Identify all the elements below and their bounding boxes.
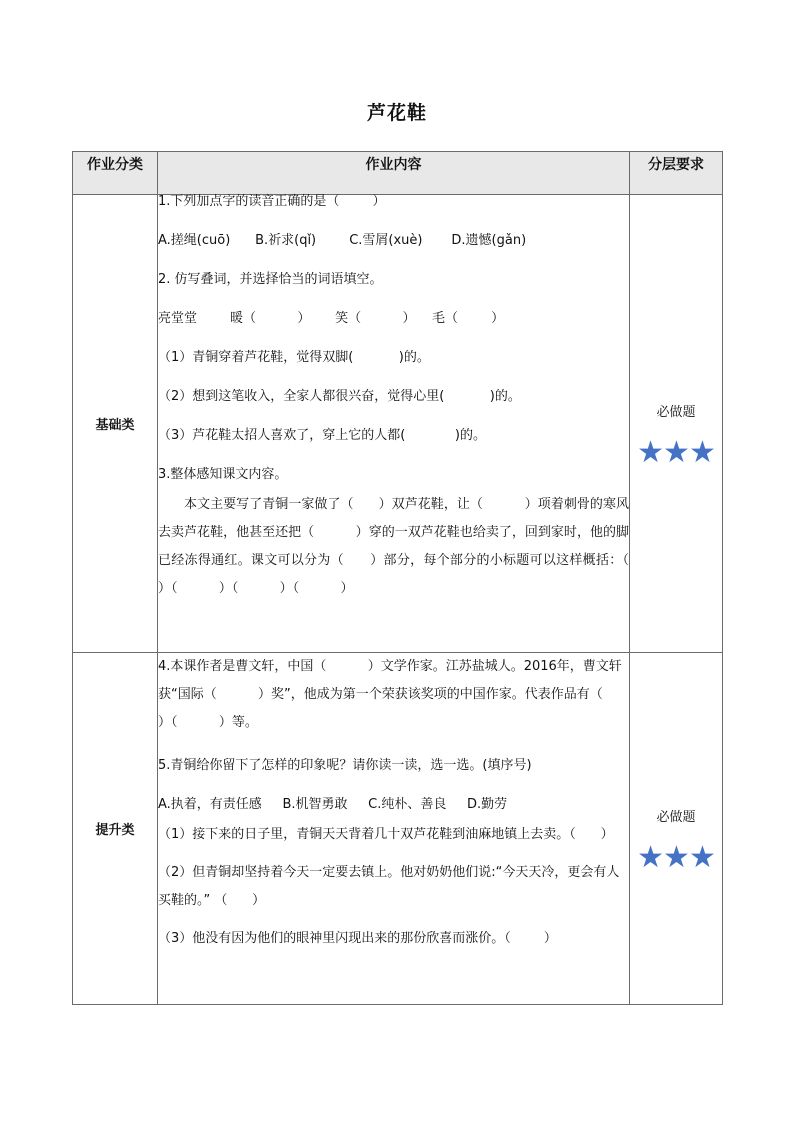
question-3: 3.整体感知课文内容。: [158, 467, 288, 482]
question-5-item-3: （3）他没有因为他们的眼神里闪现出来的那份欣喜而涨价。（ ）: [158, 931, 557, 946]
category-cell: 基础类: [73, 195, 158, 653]
question-3-paragraph: 本文主要写了青铜一家做了（ ）双芦花鞋，让（ ）项着刺骨的寒风去卖芦花鞋，他甚至还把（ ）穿的一双芦花鞋也给卖了，回到家时，他的脚已经冻得通红。课文可以分为（ ）部分，每个部分的小标题可以这样概括：（ ）（ ）（ ）（ ）: [158, 497, 671, 596]
requirement-cell: [630, 653, 723, 1005]
question-2-item-3: （3）芦花鞋太招人喜欢了，穿上它的人都( )的。: [158, 428, 487, 443]
question-2-words: 亮堂堂 暖（ ） 笑（ ） 毛（ ）: [158, 311, 505, 326]
requirement-cell: [630, 195, 723, 653]
page-title: 芦花鞋: [366, 102, 427, 124]
table-header-row: [73, 152, 723, 195]
requirement-label: 必做题: [656, 810, 696, 825]
star-rating-icon: ★★★: [637, 435, 715, 470]
question-2: 2. 仿写叠词，并选择恰当的词语填空。: [158, 272, 383, 287]
question-4: 4.本课作者是曹文轩，中国（ ）文学作家。江苏盐城人。2016年，曹文轩获“国际（ ）奖”，他成为第一个荣获该奖项的中国作家。代表作品有（ ）（ ）等。: [158, 659, 645, 730]
table-row-advanced: [73, 653, 723, 1005]
content-cell: [158, 194, 671, 653]
question-1: 1.下列加点字的读音正确的是（ ）: [158, 194, 386, 209]
question-5-item-2: （2）但青铜却坚持着今天一定要去镇上。他对奶奶他们说:“今天天冷，更会有人买鞋的。” （ ）: [158, 865, 620, 908]
header-content: 作业内容: [158, 152, 630, 195]
question-2-item-2: （2）想到这笔收入，全家人都很兴奋，觉得心里( )的。: [158, 389, 521, 404]
requirement-label: 必做题: [656, 405, 696, 420]
question-5-item-1: （1）接下来的日子里，青铜天天背着几十双芦花鞋到油麻地镇上去卖。（ ）: [158, 827, 614, 842]
question-1-options: A.搓绳(cuō) B.祈求(qǐ) C.雪屑(xuè) D.遗憾(gǎn): [158, 233, 527, 248]
homework-table: [72, 151, 723, 1005]
header-requirement: 分层要求: [630, 152, 723, 195]
table-row-basic: [73, 195, 723, 653]
header-category: 作业分类: [73, 152, 158, 195]
category-cell: 提升类: [73, 653, 158, 1005]
content-cell: [158, 653, 645, 1005]
question-5: 5.青铜给你留下了怎样的印象呢？请你读一读，选一选。(填序号): [158, 758, 532, 773]
star-rating-icon: ★★★: [637, 840, 715, 875]
question-2-item-1: （1）青铜穿着芦花鞋，觉得双脚( )的。: [158, 350, 430, 365]
question-5-options: A.执着，有责任感 B.机智勇敢 C.纯朴、善良 D.勤劳: [158, 797, 508, 812]
